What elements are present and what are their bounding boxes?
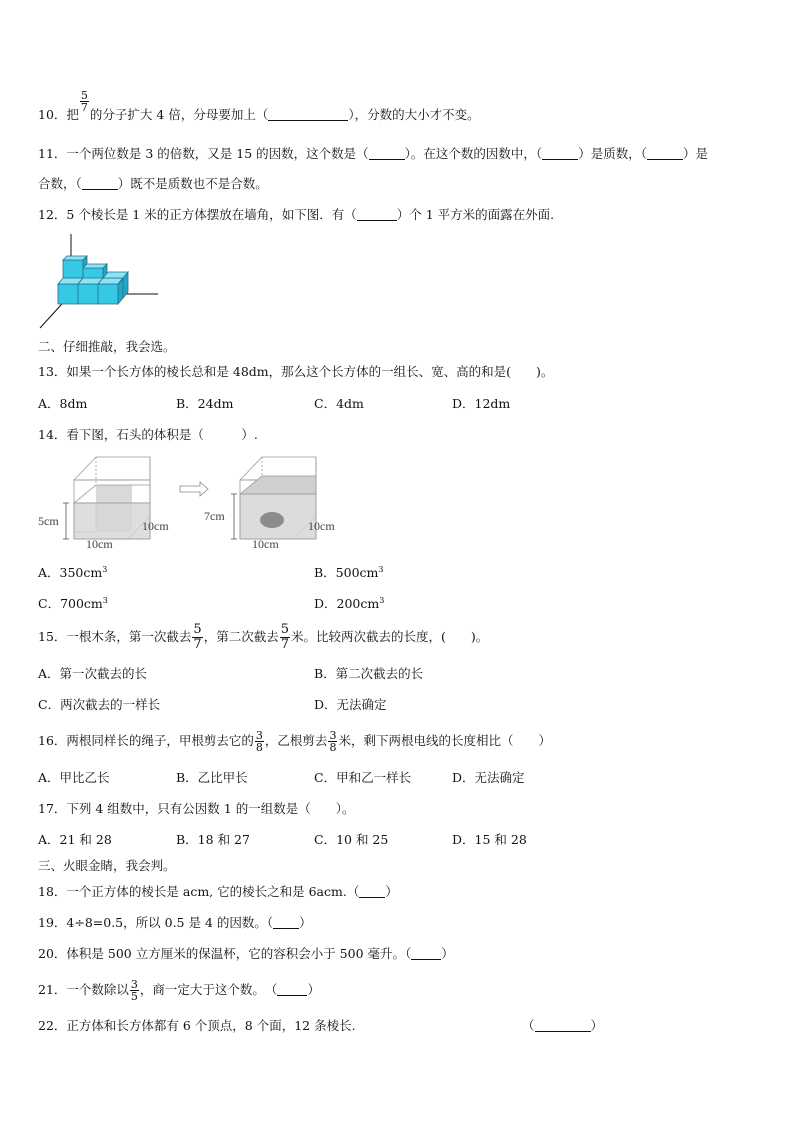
- question-number: 19．: [38, 915, 67, 930]
- question-15: 15．一根木条，第一次截去 $\frac{5}{7}$ ，第二次截去 $\frac{5}{7}$ 米。比较两次截去的长度，( )。: [38, 622, 489, 652]
- answer-blank[interactable]: [411, 947, 441, 960]
- answer-blank[interactable]: [357, 208, 397, 221]
- fraction: $\frac{5}{7}$: [193, 622, 202, 652]
- left-width-label: 10cm: [86, 537, 113, 551]
- question-number: 18．: [38, 884, 67, 899]
- question-number: 13．: [38, 364, 67, 379]
- question-14: 14．看下图，石头的体积是（ ）.: [38, 427, 258, 442]
- section-heading: 三、火眼金睛，我会判。: [38, 858, 176, 873]
- question-10: 10．把 $\frac{5}{7}$ 的分子扩大 4 倍，分母要加上（ ），分数的大小才不变。: [38, 89, 480, 122]
- answer-blank[interactable]: [268, 108, 348, 121]
- fraction: $\frac{3}{8}$: [329, 729, 337, 754]
- question-number: 16．: [38, 733, 67, 748]
- container-figure: [36, 452, 356, 552]
- option-b[interactable]: B．$500cm^3$: [314, 565, 384, 581]
- question-17: 17．下列 4 组数中，只有公因数 1 的一组数是（ ）。: [38, 801, 355, 816]
- option-d[interactable]: D．$200cm^3$: [314, 596, 385, 612]
- answer-blank[interactable]: [542, 147, 578, 160]
- fraction: $\frac{3}{5}$: [130, 978, 138, 1003]
- question-number: 21．: [38, 982, 67, 997]
- left-depth-label: 10cm: [142, 519, 169, 533]
- right-width-label: 10cm: [252, 537, 279, 551]
- answer-blank[interactable]: [369, 147, 405, 160]
- fraction: $\frac{3}{8}$: [255, 729, 263, 754]
- question-number: 10．: [38, 107, 67, 122]
- question-number: 12．: [38, 207, 67, 222]
- option-a[interactable]: A．8dm: [38, 396, 88, 411]
- question-18: 18．一个正方体的棱长是 acm, 它的棱长之和是 6acm.（ ）: [38, 884, 398, 899]
- right-arrow-icon: [180, 482, 208, 496]
- fraction: $\frac{5}{7}$: [80, 89, 88, 114]
- fraction: $\frac{5}{7}$: [280, 622, 289, 652]
- answer-blank[interactable]: [277, 983, 307, 996]
- option-d[interactable]: D．无法确定: [452, 770, 525, 785]
- question-number: 17．: [38, 801, 67, 816]
- question-11: 11．一个两位数是 3 的倍数，又是 15 的因数，这个数是（ ）。在这个数的因数中，（ ）是质数，（ ）是: [38, 146, 708, 161]
- answer-blank[interactable]: [359, 885, 385, 898]
- cubes-corner-figure: [36, 232, 166, 332]
- answer-blank[interactable]: [535, 1019, 591, 1032]
- question-11-line-2: 合数，（ ）既不是质数也不是合数。: [38, 176, 268, 191]
- question-22: 22．正方体和长方体都有 6 个顶点，8 个面，12 条棱长.: [38, 1018, 356, 1033]
- question-16: 16．两根同样长的绳子，甲根剪去它的 $\frac{3}{8}$ ，乙根剪去 $\frac{3}{8}$ 米，剩下两根电线的长度相比（ ）: [38, 729, 551, 754]
- option-b[interactable]: B．乙比甲长: [176, 770, 248, 785]
- question-19: 19．4÷8=0.5，所以 0.5 是 4 的因数。（ ）: [38, 915, 312, 930]
- option-b[interactable]: B．第二次截去的长: [314, 666, 424, 681]
- option-c[interactable]: C．$700cm^3$: [38, 596, 108, 612]
- option-c[interactable]: C．两次截去的一样长: [38, 697, 161, 712]
- answer-blank[interactable]: [273, 916, 299, 929]
- option-c[interactable]: C．甲和乙一样长: [314, 770, 412, 785]
- left-height-label: 5cm: [38, 514, 59, 528]
- option-c[interactable]: C．10 和 25: [314, 832, 389, 847]
- answer-blank[interactable]: [647, 147, 683, 160]
- option-b[interactable]: B．24dm: [176, 396, 234, 411]
- option-d[interactable]: D．无法确定: [314, 697, 387, 712]
- question-number: 20．: [38, 946, 67, 961]
- question-number: 15．: [38, 629, 67, 644]
- option-d[interactable]: D．15 和 28: [452, 832, 527, 847]
- stone-shape: [260, 512, 284, 528]
- question-20: 20．体积是 500 立方厘米的保温杯，它的容积会小于 500 毫升。（ ）: [38, 946, 454, 961]
- right-depth-label: 10cm: [308, 519, 335, 533]
- option-b[interactable]: B．18 和 27: [176, 832, 250, 847]
- answer-blank[interactable]: [82, 177, 118, 190]
- answer-bracket: （ ）: [522, 1018, 604, 1033]
- question-12: 12．5 个棱长是 1 米的正方体摆放在墙角，如下图．有（ ）个 1 平方米的面露在外面.: [38, 207, 555, 222]
- question-number: 14．: [38, 427, 67, 442]
- option-a[interactable]: A．21 和 28: [38, 832, 112, 847]
- question-number: 11．: [38, 146, 67, 161]
- question-21: 21．一个数除以 $\frac{3}{5}$ ，商一定大于这个数。 （ ）: [38, 978, 320, 1003]
- option-a[interactable]: A．甲比乙长: [38, 770, 110, 785]
- option-c[interactable]: C．4dm: [314, 396, 364, 411]
- option-d[interactable]: D．12dm: [452, 396, 511, 411]
- section-heading: 二、仔细推敲，我会选。: [38, 339, 176, 354]
- question-13: 13．如果一个长方体的棱长总和是 48dm，那么这个长方体的一组长、宽、高的和是( )。: [38, 364, 554, 379]
- option-a[interactable]: A．$350cm^3$: [38, 565, 108, 581]
- option-a[interactable]: A．第一次截去的长: [38, 666, 148, 681]
- right-height-label: 7cm: [204, 509, 225, 523]
- question-number: 22．: [38, 1018, 67, 1033]
